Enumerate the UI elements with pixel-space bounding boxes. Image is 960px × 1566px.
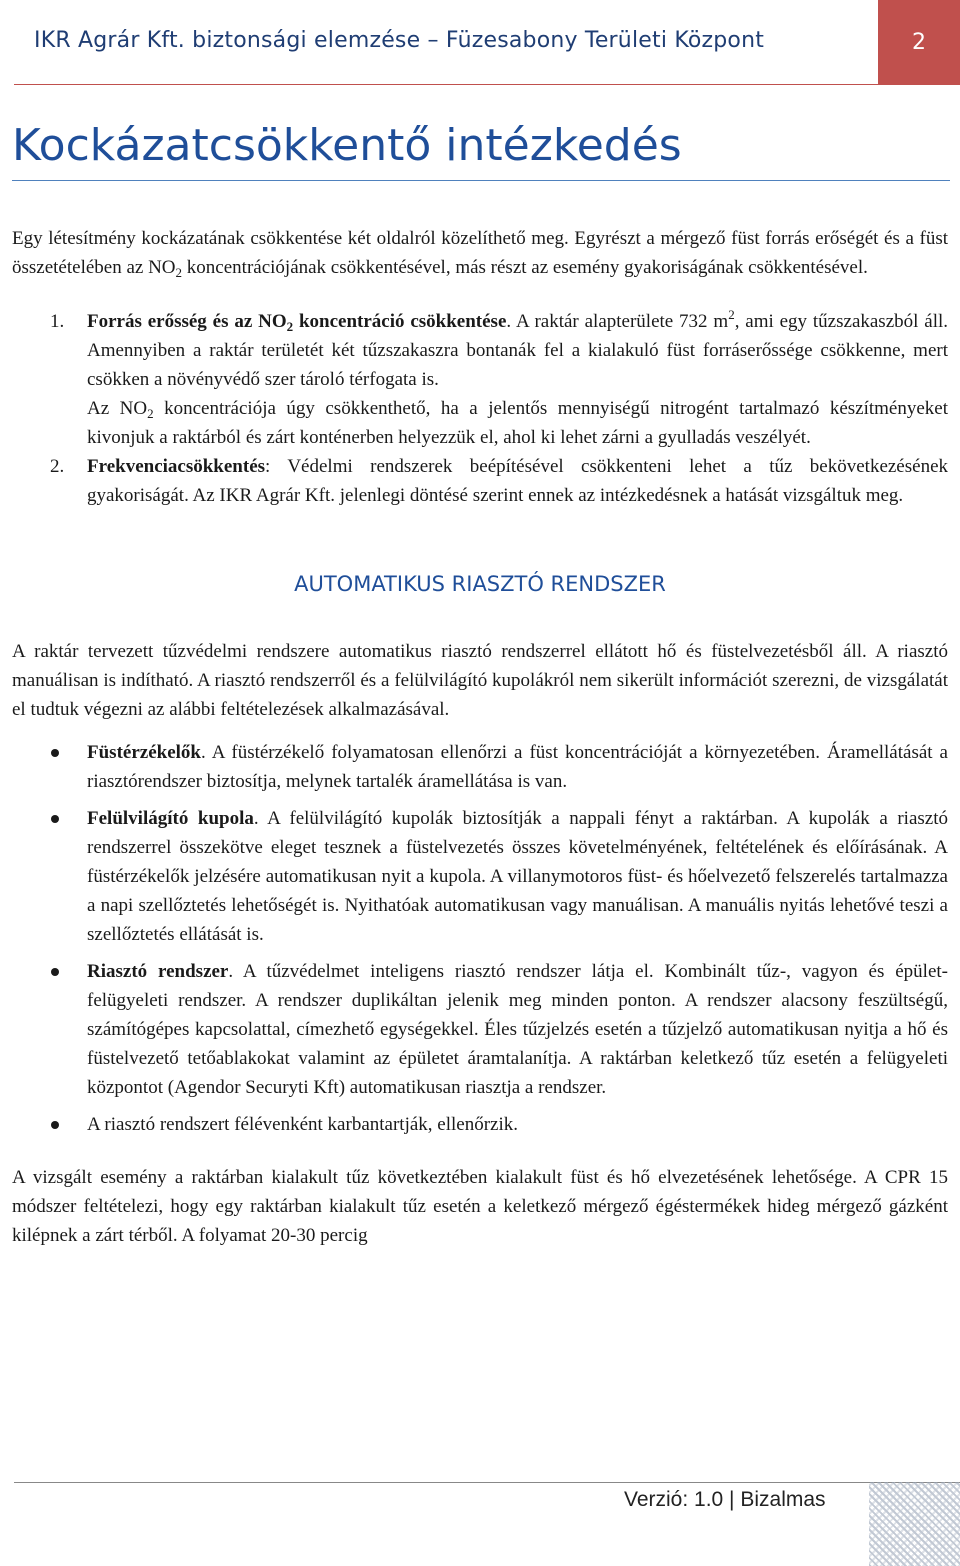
bullet-title: Felülvilágító kupola — [87, 808, 254, 829]
measure-title-1-sub: 2 — [286, 319, 294, 334]
measure-text-1-sup: 2 — [728, 307, 735, 322]
measure-title-1-b: koncentráció csökkentése — [293, 311, 507, 332]
measure-text-1-b: , ami egy tűzszakaszból áll. Amennyiben a raktár területét két tűzszakaszra bontanák fel a kialakuló füst forráserőssége csökkenne, mert csökken a növényvédő szer tároló térfogata is. — [87, 311, 948, 390]
measure-1-p2-sub: 2 — [147, 406, 154, 421]
measure-text-2: : Védelmi rendszerek beépítésével csökkenteni lehet a tűz bekövetkezésének gyakoriságát. Az IKR Agrár Kft. jelenlegi döntésé szerint ennek az intézkedésnek a hatását vizsgáltuk meg. — [87, 456, 948, 506]
bullet-text: A riasztó rendszert félévenként karbantartják, ellenőrzik. — [87, 1114, 518, 1135]
measure-item-2 — [12, 452, 948, 510]
measure-number-1: 1. — [50, 311, 65, 332]
measures-list — [12, 307, 948, 510]
page-footer — [14, 1482, 960, 1566]
header-divider — [14, 84, 960, 85]
section-heading: Kockázatcsökkentő intézkedés — [12, 120, 682, 171]
bullet-item — [12, 957, 948, 1102]
bullet-dot-icon — [51, 968, 59, 976]
header-title: IKR Agrár Kft. biztonsági elemzése – Füzesabony Területi Központ — [34, 28, 765, 53]
footer-version-text: Verzió: 1.0 | Bizalmas — [624, 1488, 826, 1511]
page-number: 2 — [912, 30, 926, 55]
bullet-text: . A tűzvédelmet inteligens riasztó rendszer látja el. Kombinált tűz-, vagyon és épület-felügyeleti rendszer. A rendszer duplikáltan jelenik meg minden ponton. A rendszer alacsony feszültségű, számítógépes kapcsolattal, címezhető egységekkel. Éles tűzjelzés esetén a tűzjelző automatikusan nyitja a hő és füstelvezető tetőablakokat valamint az épületet áramtalanítja. A raktárban keletkező tűz esetén a felügyeleti központot (Agendor Securyti Kft) automatikusan riasztja a rendszer. — [87, 961, 948, 1098]
page-header — [0, 0, 960, 90]
bullet-item — [12, 804, 948, 949]
intro-subscript: 2 — [175, 265, 183, 280]
bullet-text: . A felülvilágító kupolák biztosítják a nappali fényt a raktárban. A kupolák a riasztó rendszerrel összekötve eleget tesznek a füstelvezetés összes követelményének, feltételének és előírásának. A füstérzékelők jelzésére automatikusan nyit a kupola. A villanymotoros füst- és hőelvezető felszerelés tartalmazza a napi szellőztetés lehetőségét is. Nyithatóak automatikusan vagy manuálisan. A manuális nyitás lehetővé teszi a szellőztetés ellátását is. — [87, 808, 948, 945]
measure-text-1-a: . A raktár alapterülete 732 m — [506, 311, 729, 332]
intro-paragraph — [12, 224, 948, 282]
bullet-item — [12, 1110, 948, 1139]
measure-item-1 — [12, 307, 948, 452]
bullet-dot-icon — [51, 749, 59, 757]
bullet-dot-icon — [51, 1121, 59, 1129]
measure-title-2: Frekvenciacsökkentés — [87, 456, 266, 477]
bullet-dot-icon — [51, 815, 59, 823]
measure-1-paragraph-2 — [87, 394, 948, 452]
measure-1-p2-b: koncentrációja úgy csökkenthető, ha a jelentős mennyiségű nitrogént tartalmazó készítményeket kivonjuk a raktárból és zárt konténerben helyezzük el, ahol ki lehet zárni a gyulladás veszélyét. — [87, 398, 948, 448]
footer-divider — [14, 1482, 960, 1483]
measure-number-2: 2. — [50, 456, 65, 477]
bullet-title: Riasztó rendszer — [87, 961, 229, 982]
measure-title-1 — [87, 311, 506, 332]
alarm-components-list — [12, 738, 948, 1139]
intro-text-b: koncentrációjának csökkentésével, más részt az esemény gyakoriságának csökkentésével. — [182, 257, 868, 278]
page-number-badge — [878, 0, 960, 84]
heading-divider — [12, 180, 950, 181]
document-body — [12, 224, 948, 1250]
measure-1-p2-a: Az NO — [87, 398, 148, 419]
intro-text-a: Egy létesítmény kockázatának csökkentése két oldalról közelíthető meg. Egyrészt a mérgező füst forrás erőségét és a füst összetételében az NO — [12, 228, 948, 278]
final-paragraph: A vizsgált esemény a raktárban kialakult tűz következtében kialakult füst és hő elvezetésének lehetősége. A CPR 15 módszer feltételezi, hogy egy raktárban kialakult tűz esetén a keletkező mérgező égéstermékek hideg mérgező gázként kilépnek a zárt térből. A folyamat 20-30 percig — [12, 1167, 948, 1246]
bullet-title: Füstérzékelők — [87, 742, 201, 763]
bullet-item — [12, 738, 948, 796]
alarm-system-intro: A raktár tervezett tűzvédelmi rendszere automatikus riasztó rendszerrel ellátott hő és füstelvezetésből áll. A riasztó manuálisan is indítható. A riasztó rendszerről és a felülvilágító kupolákról nem sikerült információt szerezni, de vizsgálatát el tudtuk végezni az alábbi feltételezések alkalmazásával. — [12, 641, 948, 720]
bullet-text: . A füstérzékelő folyamatosan ellenőrzi a füst koncentrációját a környezetében. Áramellátását a riasztórendszer biztosítja, melynek tartalék áramellátása is van. — [87, 742, 948, 792]
subsection-title: AUTOMATIKUS RIASZTÓ RENDSZER — [294, 572, 666, 596]
footer-decorative-pattern — [869, 1482, 960, 1566]
measure-title-1-a: Forrás erősség és az NO — [87, 311, 287, 332]
